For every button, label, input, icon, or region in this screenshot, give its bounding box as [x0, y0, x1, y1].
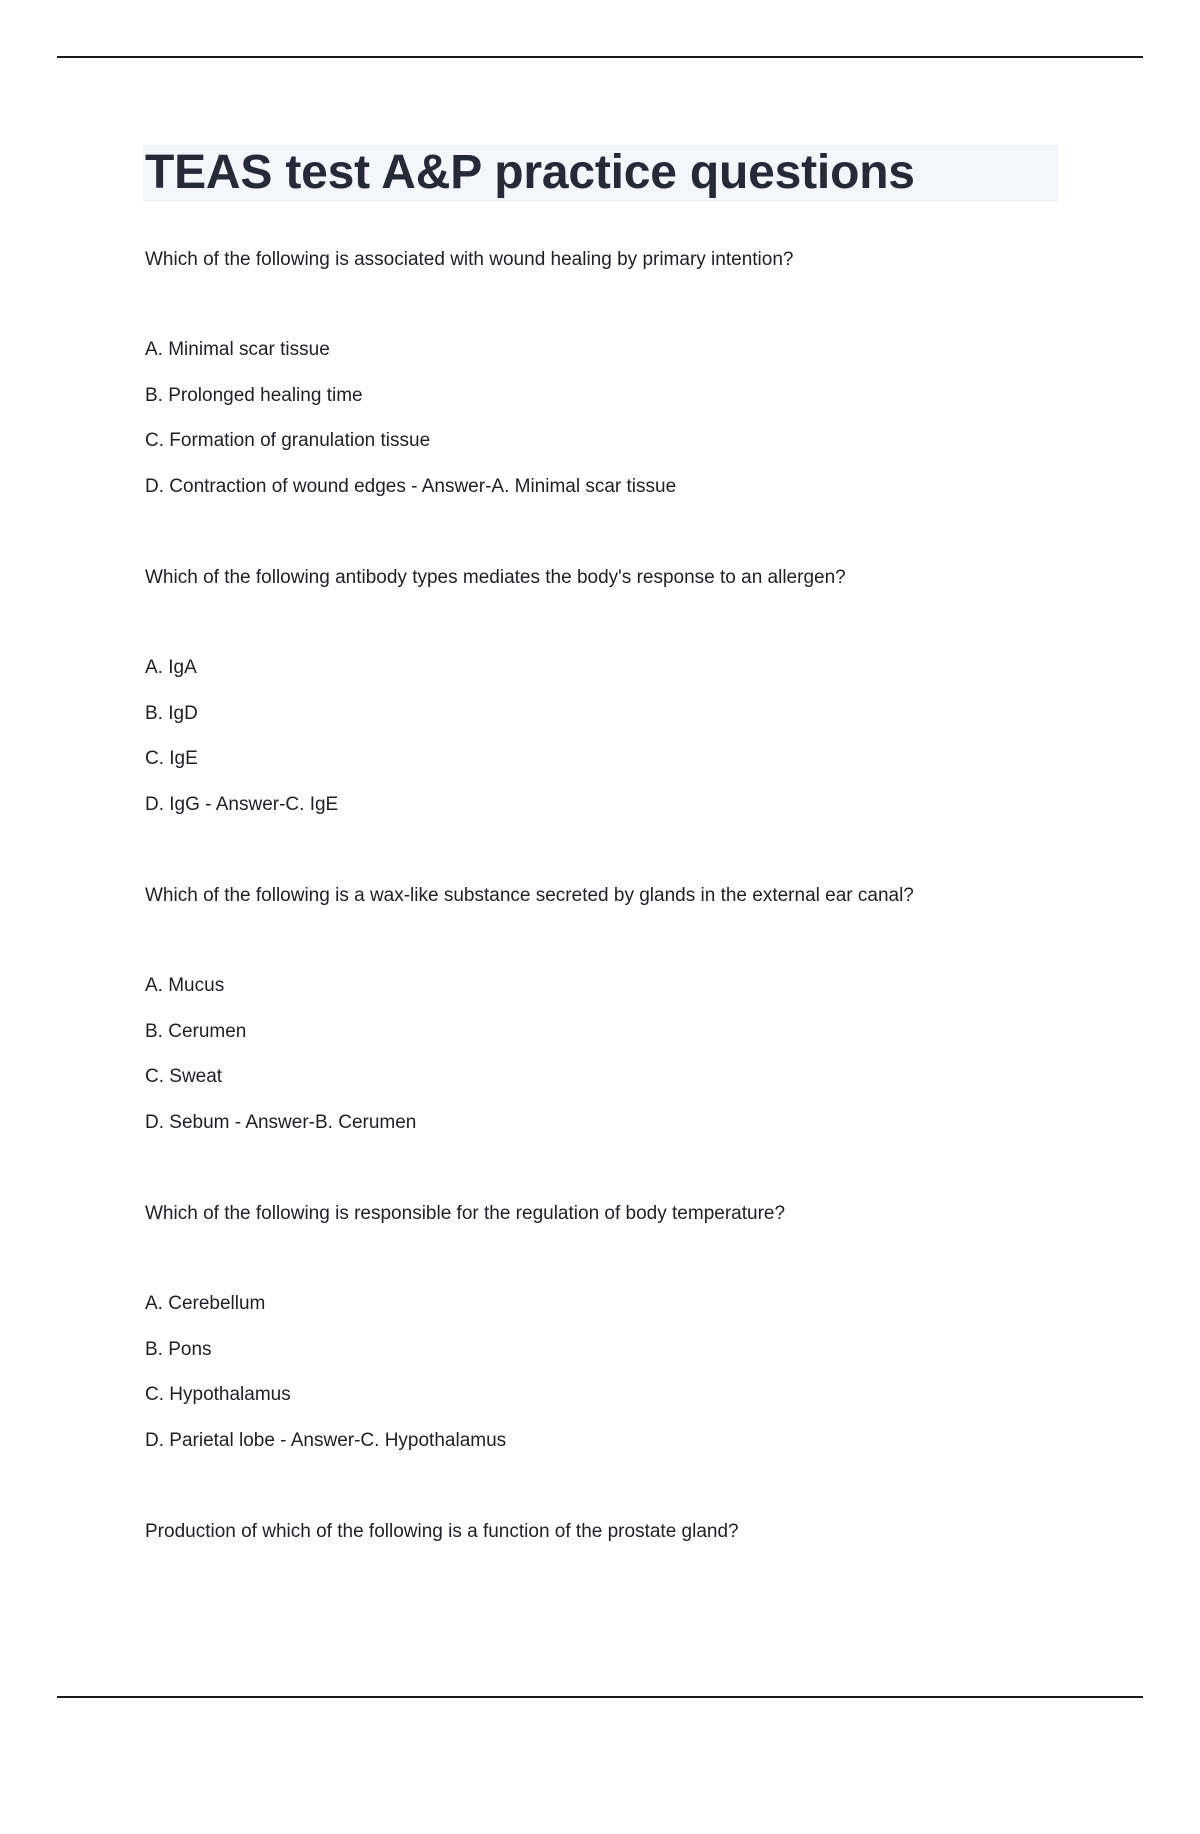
answer-option: B. Prolonged healing time	[145, 384, 363, 406]
answer-option: B. IgD	[145, 702, 198, 724]
answer-option: D. Parietal lobe - Answer-C. Hypothalamus	[145, 1429, 507, 1451]
answer-option: B. Pons	[145, 1338, 212, 1360]
question-text: Which of the following is a wax-like substance secreted by glands in the external ear canal?	[145, 885, 914, 906]
question-text: Which of the following is responsible for the regulation of body temperature?	[145, 1203, 786, 1224]
answer-options	[145, 970, 1105, 1139]
answer-option: A. Minimal scar tissue	[145, 339, 330, 360]
answer-option: D. IgG - Answer-C. IgE	[145, 793, 339, 815]
bottom-divider	[57, 1696, 1143, 1698]
answer-option: A. IgA	[145, 657, 197, 678]
answer-option: D. Sebum - Answer-B. Cerumen	[145, 1111, 417, 1133]
answer-option: C. Formation of granulation tissue	[145, 430, 431, 451]
question-block	[145, 880, 1105, 1198]
answer-options	[145, 652, 1105, 821]
question-block	[145, 562, 1105, 880]
question-block	[145, 1198, 1105, 1516]
answer-option: B. Cerumen	[145, 1020, 247, 1042]
answer-option: C. Sweat	[145, 1066, 223, 1087]
answer-option: C. Hypothalamus	[145, 1384, 291, 1405]
answer-options	[145, 1288, 1105, 1457]
answer-option: D. Contraction of wound edges - Answer-A. Minimal scar tissue	[145, 475, 677, 497]
page-title: TEAS test A&P practice questions	[145, 146, 915, 199]
answer-option: A. Cerebellum	[145, 1293, 266, 1314]
question-block	[145, 1516, 1105, 1834]
question-text: Production of which of the following is a function of the prostate gland?	[145, 1521, 739, 1542]
answer-options	[145, 334, 1105, 503]
question-text: Which of the following is associated with wound healing by primary intention?	[145, 249, 794, 270]
answer-option: A. Mucus	[145, 975, 225, 996]
question-block	[145, 244, 1105, 562]
top-divider	[57, 56, 1143, 58]
answer-option: C. IgE	[145, 748, 198, 769]
question-text: Which of the following antibody types mediates the body's response to an allergen?	[145, 567, 846, 588]
question-list	[145, 244, 1105, 1834]
